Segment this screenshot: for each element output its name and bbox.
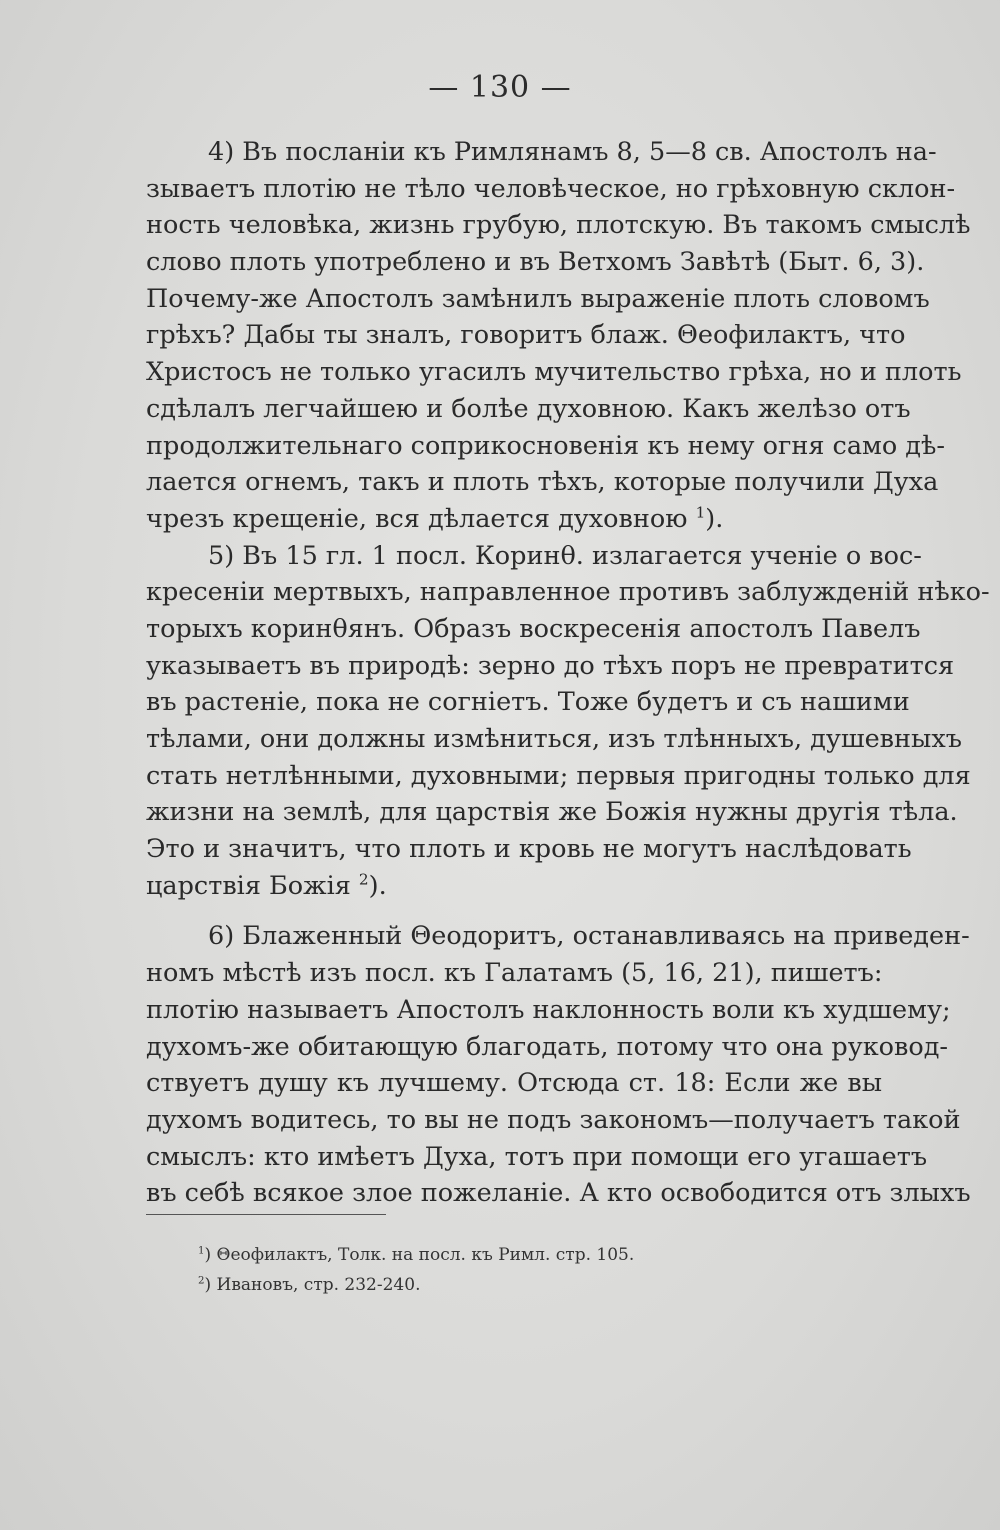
text-line: грѣхъ? Дабы ты зналъ, говоритъ блаж. Θеофилактъ, что [146, 320, 906, 351]
text-line: Христосъ не только угасилъ мучительство грѣха, но и плоть [146, 357, 962, 388]
footnote-divider [146, 1214, 386, 1215]
text-fragment: чрезъ крещеніе, вся дѣлается духовною [146, 503, 688, 534]
text-line: ность человѣка, жизнь грубую, плотскую. Въ такомъ смыслѣ [146, 210, 971, 241]
text-line: смыслъ: кто имѣетъ Духа, тотъ при помощи его угашаетъ [146, 1141, 928, 1172]
text-line-last [146, 868, 882, 905]
paragraph-4 [146, 134, 971, 538]
text-line: въ растеніе, пока не согніетъ. Тоже будетъ и съ нашими [146, 687, 910, 718]
text-fragment: царствія Божія [146, 870, 351, 901]
page-number: — 130 — [428, 70, 572, 105]
text-line: 4) Въ посланіи къ Римлянамъ 8, 5—8 св. Апостолъ на- [208, 137, 937, 167]
text-line: слово плоть употреблено и въ Ветхомъ Завѣтѣ (Быт. 6, 3). [146, 247, 925, 278]
text-line: номъ мѣстѣ изъ посл. къ Галатамъ (5, 16, 21), пишетъ: [146, 958, 883, 989]
text-line: Это и значитъ, что плоть и кровь не могутъ наслѣдовать [146, 834, 912, 865]
text-line: торыхъ коринθянъ. Образъ воскресенія апостолъ Павелъ [146, 613, 921, 644]
footnote-ref[interactable]: 1 [695, 503, 706, 522]
text-line-last [146, 501, 882, 538]
text-line: Почему-же Апостолъ замѣнилъ выраженіе плоть словомъ [146, 283, 930, 314]
text-fragment: ). [368, 870, 387, 901]
footnote-2 [198, 1270, 878, 1300]
text-line: 6) Блаженный Θеодоритъ, останавливаясь на приведен- [208, 921, 970, 952]
text-line: указываетъ въ природѣ: зерно до тѣхъ поръ не превратится [146, 650, 955, 681]
footnote-mark: 1 [198, 1245, 205, 1257]
text-line: тѣлами, они должны измѣниться, изъ тлѣнныхъ, душевныхъ [146, 724, 962, 754]
text-line: духомъ водитесь, то вы не подъ закономъ—получаетъ такой [146, 1104, 961, 1135]
text-line: лается огнемъ, такъ и плоть тѣхъ, которые получили Духа [146, 467, 939, 498]
text-line: продолжительнаго соприкосновенія къ нему огня само дѣ- [146, 430, 946, 461]
paragraph-spacer [146, 904, 882, 918]
text-line: ствуетъ душу къ лучшему. Отсюда ст. 18: Если же вы [146, 1068, 882, 1099]
footnotes [198, 1240, 878, 1300]
text-line: плотію называетъ Апостолъ наклонность воли къ худшему; [146, 994, 951, 1025]
text-line: зываетъ плотію не тѣло человѣческое, но грѣховную склон- [146, 173, 956, 204]
text-line: кресеніи мертвыхъ, направленное противъ заблужденій нѣко- [146, 577, 990, 608]
text-line: духомъ-же обитающую благодать, потому что она руковод- [146, 1031, 949, 1062]
footnote-1 [198, 1240, 878, 1270]
footnote-text: ) Ивановъ, стр. 232-240. [204, 1275, 421, 1295]
text-line: стать нетлѣнными, духовными; первыя пригодны только для [146, 760, 971, 791]
paragraph-6 [146, 918, 971, 1212]
footnote-ref[interactable]: 2 [358, 870, 369, 889]
text-fragment: ). [705, 503, 724, 534]
paragraph-5 [146, 538, 990, 905]
text-line: жизни на землѣ, для царствія же Божія нужны другія тѣла. [146, 797, 958, 828]
footnote-text: ) Θеофилактъ, Толк. на посл. къ Римл. стр. 105. [204, 1245, 635, 1265]
text-line: въ себѣ всякое злое пожеланіе. А кто освободится отъ злыхъ [146, 1178, 971, 1209]
text-line: сдѣлалъ легчайшею и болѣе духовною. Какъ желѣзо отъ [146, 393, 911, 424]
footnote-mark: 2 [198, 1275, 205, 1287]
text-line: 5) Въ 15 гл. 1 посл. Коринθ. излагается ученіе о вос- [208, 540, 922, 571]
main-text [146, 134, 990, 1212]
